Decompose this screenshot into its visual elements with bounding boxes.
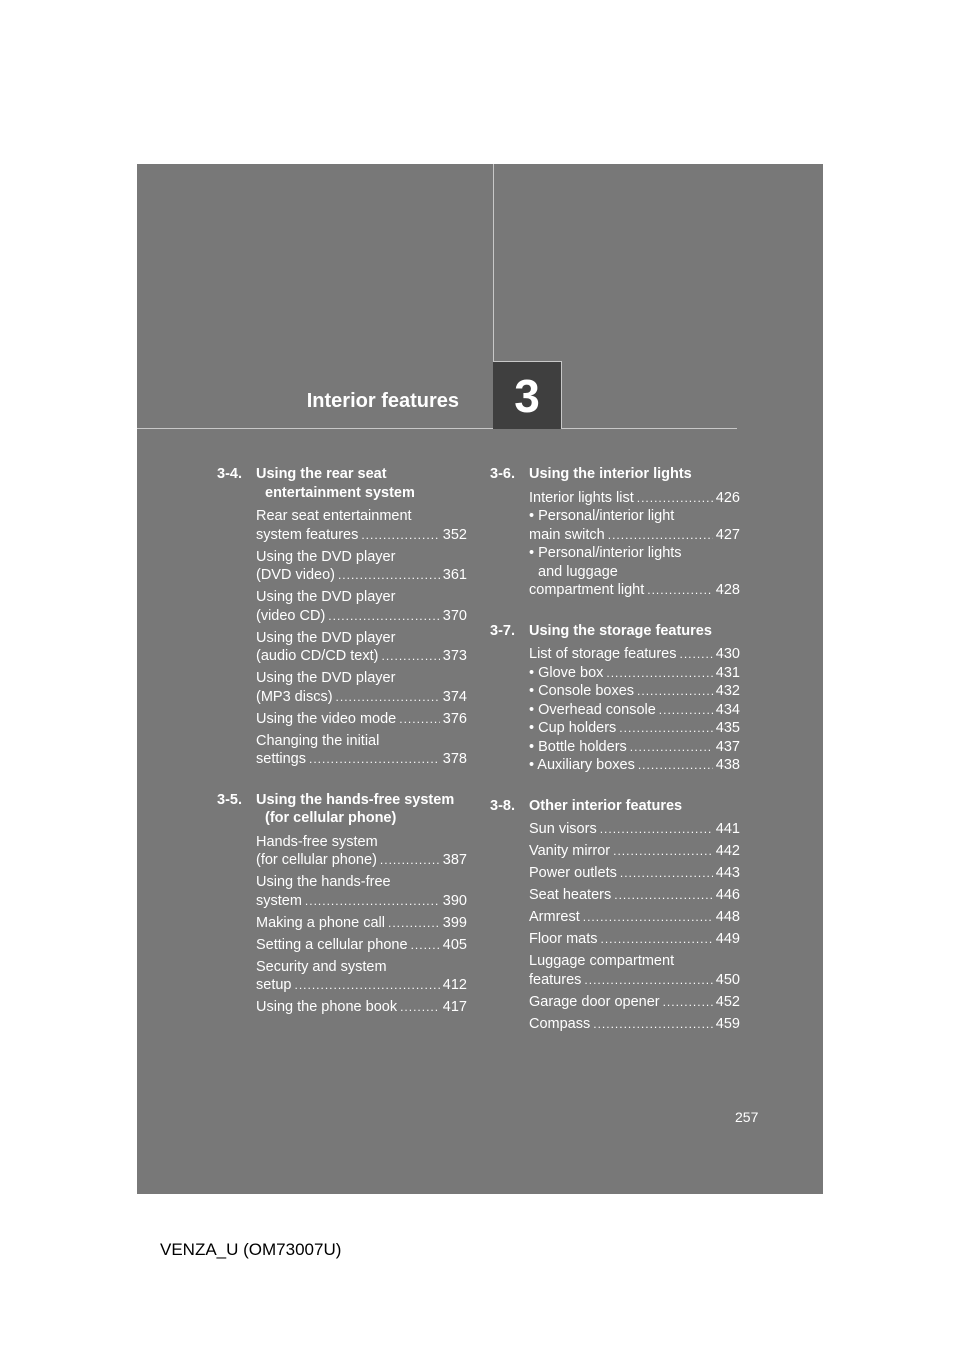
entry-row <box>256 647 467 666</box>
entry-row <box>256 998 467 1017</box>
chapter-number: 3 <box>514 369 540 422</box>
section-entries <box>217 507 467 769</box>
entry-label: Setting a cellular phone <box>256 936 408 953</box>
entry-label: Rear seat entertainment <box>256 508 412 524</box>
entry-row <box>529 842 740 861</box>
entry-label: compartment light <box>529 582 645 598</box>
entry-page-number: 376 <box>442 710 467 727</box>
entry-label: List of storage features <box>529 646 677 662</box>
section-title: Other interior features <box>529 797 683 814</box>
entry-page-number: 428 <box>715 582 740 598</box>
section-title: Using the rear seat <box>256 466 387 482</box>
section-entries <box>217 833 467 1017</box>
entry-row <box>529 993 740 1012</box>
entry-page-number: 417 <box>442 999 467 1015</box>
toc-entry[interactable] <box>256 914 467 933</box>
entry-row <box>256 710 467 729</box>
section-title: Using the storage features <box>529 622 712 639</box>
section-title: (for cellular phone) <box>265 810 397 826</box>
dot-leader <box>381 647 439 666</box>
entry-page-number: 412 <box>442 977 467 993</box>
entry-row <box>529 886 740 905</box>
entry-label: Using the hands-free <box>256 874 391 890</box>
entry-label: Using the DVD player <box>256 670 396 686</box>
entry-label: Changing the initial <box>256 732 380 749</box>
section-entries <box>490 820 740 1033</box>
entry-page-number: 399 <box>442 914 467 931</box>
entry-page-number: 390 <box>442 892 467 909</box>
entry-page-number: 373 <box>442 648 467 664</box>
toc-section <box>490 622 740 775</box>
toc-left-column <box>217 465 467 1039</box>
toc-section <box>490 465 740 600</box>
entry-row <box>529 864 740 883</box>
dot-leader <box>630 738 713 757</box>
entry-row <box>529 820 740 839</box>
entry-label: features <box>529 971 582 988</box>
toc-entry[interactable] <box>256 669 467 706</box>
entry-label: (for cellular phone) <box>256 852 377 868</box>
entry-page-number: 427 <box>715 526 740 543</box>
entry-label: (audio CD/CD text) <box>256 648 379 664</box>
entry-label: Using the DVD player <box>256 548 396 565</box>
entry-row <box>256 936 467 955</box>
entry-row <box>256 607 467 626</box>
entry-page-number: 441 <box>715 821 740 837</box>
section-number: 3-5. <box>217 791 242 808</box>
entry-label: settings <box>256 751 306 767</box>
entry-page-number: 426 <box>715 489 740 506</box>
toc-entry[interactable] <box>529 664 740 683</box>
toc-entry[interactable] <box>529 756 740 775</box>
toc-entry[interactable] <box>529 842 740 861</box>
entry-label: • Auxiliary boxes <box>529 757 635 773</box>
toc-entry[interactable] <box>256 873 467 910</box>
entry-label: setup <box>256 977 292 993</box>
entry-label: • Glove box <box>529 664 604 681</box>
section-entries <box>490 489 740 600</box>
vertical-divider <box>493 164 494 361</box>
entry-label: • Personal/interior lights <box>529 545 682 561</box>
toc-entry[interactable] <box>256 833 467 870</box>
entry-label: Making a phone call <box>256 914 385 931</box>
entry-page-number: 378 <box>442 751 467 767</box>
toc-entry[interactable] <box>529 993 740 1012</box>
document-footer: VENZA_U (OM73007U) <box>160 1240 342 1259</box>
horizontal-divider <box>137 428 737 429</box>
entry-row <box>529 738 740 757</box>
toc-entry[interactable] <box>256 629 467 666</box>
dot-leader <box>336 688 440 707</box>
entry-label: Using the phone book <box>256 999 398 1015</box>
dot-leader <box>620 864 713 883</box>
section-number: 3-8. <box>490 797 515 814</box>
entry-label: Compass <box>529 1015 591 1032</box>
toc-entry[interactable] <box>529 507 740 544</box>
entry-label: Sun visors <box>529 821 597 837</box>
toc-entry[interactable] <box>529 701 740 720</box>
entry-page-number: 370 <box>442 607 467 624</box>
section-heading <box>490 465 740 484</box>
section-entries <box>490 645 740 775</box>
entry-row <box>529 701 740 720</box>
entry-label: Power outlets <box>529 865 617 881</box>
dot-leader <box>338 566 440 585</box>
entry-label: Using the DVD player <box>256 589 396 605</box>
entry-page-number: 459 <box>715 1015 740 1032</box>
entry-row <box>256 914 467 933</box>
toc-entry[interactable] <box>256 710 467 729</box>
entry-label: Vanity mirror <box>529 843 611 859</box>
entry-row <box>529 581 740 600</box>
dot-leader <box>608 526 713 545</box>
entry-page-number: 443 <box>715 865 740 881</box>
dot-leader <box>647 581 713 600</box>
toc-entry[interactable] <box>256 998 467 1017</box>
page-number: 257 <box>735 1109 759 1125</box>
section-number: 3-6. <box>490 466 515 482</box>
entry-row <box>256 976 467 995</box>
toc-entry[interactable] <box>529 544 740 600</box>
entry-label: Interior lights list <box>529 489 634 506</box>
entry-label: and luggage <box>538 563 618 580</box>
entry-label: Using the video mode <box>256 710 397 727</box>
entry-label: • Console boxes <box>529 683 635 699</box>
entry-row <box>256 688 467 707</box>
toc-entry[interactable] <box>529 738 740 757</box>
page-panel <box>137 164 823 1194</box>
toc-entry[interactable] <box>256 548 467 585</box>
dot-leader <box>614 886 713 905</box>
chapter-title: Interior features <box>306 390 459 412</box>
entry-row <box>529 719 740 738</box>
entry-label: (DVD video) <box>256 567 335 583</box>
dot-leader <box>637 682 713 701</box>
section-number: 3-7. <box>490 622 515 639</box>
entry-page-number: 432 <box>715 683 740 699</box>
entry-page-number: 448 <box>715 909 740 925</box>
entry-row <box>529 1015 740 1034</box>
toc-entry[interactable] <box>529 1015 740 1034</box>
section-title: entertainment system <box>265 484 415 501</box>
dot-leader <box>584 971 712 990</box>
entry-label: Luggage compartment <box>529 953 675 969</box>
entry-row <box>529 526 740 545</box>
entry-page-number: 434 <box>715 701 740 718</box>
section-number: 3-4. <box>217 466 242 482</box>
dot-leader <box>583 908 713 927</box>
toc-entry[interactable] <box>529 952 740 989</box>
toc-entry[interactable] <box>529 719 740 738</box>
entry-page-number: 352 <box>442 526 467 543</box>
toc-entry[interactable] <box>529 886 740 905</box>
toc-entry[interactable] <box>529 820 740 839</box>
entry-row <box>529 756 740 775</box>
entry-row <box>529 682 740 701</box>
toc-section <box>490 797 740 1034</box>
entry-row <box>529 908 740 927</box>
entry-label: Seat heaters <box>529 887 612 903</box>
entry-row <box>529 930 740 949</box>
section-heading <box>217 791 467 828</box>
entry-label: Armrest <box>529 909 580 925</box>
dot-leader <box>400 998 440 1017</box>
entry-label: system features <box>256 526 359 543</box>
dot-leader <box>637 489 713 508</box>
entry-row <box>256 526 467 545</box>
dot-leader <box>613 842 713 861</box>
dot-leader <box>309 750 440 769</box>
dot-leader <box>663 993 713 1012</box>
entry-label: Floor mats <box>529 931 598 947</box>
dot-leader <box>294 976 439 995</box>
entry-page-number: 446 <box>715 887 740 903</box>
entry-label: system <box>256 892 302 909</box>
toc-right-column <box>490 465 740 1055</box>
toc-entry[interactable] <box>529 489 740 508</box>
entry-page-number: 442 <box>715 843 740 859</box>
dot-leader <box>328 607 440 626</box>
entry-row <box>529 971 740 990</box>
toc-entry[interactable] <box>256 507 467 544</box>
entry-page-number: 361 <box>442 567 467 583</box>
toc-entry[interactable] <box>256 732 467 769</box>
dot-leader <box>601 930 713 949</box>
dot-leader <box>659 701 713 720</box>
toc-entry[interactable] <box>529 930 740 949</box>
dot-leader <box>411 936 440 955</box>
entry-label: Using the DVD player <box>256 629 396 646</box>
entry-label: (video CD) <box>256 607 326 624</box>
section-heading <box>217 465 467 502</box>
dot-leader <box>680 645 713 664</box>
entry-row <box>256 750 467 769</box>
entry-label: Garage door opener <box>529 993 660 1010</box>
dot-leader <box>600 820 713 839</box>
entry-label: • Cup holders <box>529 720 617 736</box>
entry-row <box>529 489 740 508</box>
toc-section <box>217 791 467 1017</box>
entry-row <box>256 566 467 585</box>
entry-page-number: 374 <box>442 688 467 705</box>
entry-page-number: 387 <box>442 852 467 868</box>
toc-entry[interactable] <box>529 645 740 664</box>
dot-leader <box>361 526 439 545</box>
entry-label: Security and system <box>256 958 387 975</box>
entry-row <box>256 892 467 911</box>
entry-row <box>529 645 740 664</box>
dot-leader <box>593 1015 713 1034</box>
toc-entry[interactable] <box>529 864 740 883</box>
entry-row <box>256 851 467 870</box>
dot-leader <box>399 710 440 729</box>
toc-entry[interactable] <box>256 936 467 955</box>
section-heading <box>490 797 740 816</box>
entry-label: Hands-free system <box>256 833 378 850</box>
entry-page-number: 431 <box>715 664 740 681</box>
toc-section <box>217 465 467 769</box>
dot-leader <box>305 892 440 911</box>
entry-page-number: 438 <box>715 757 740 773</box>
toc-entry[interactable] <box>529 908 740 927</box>
entry-page-number: 450 <box>715 971 740 988</box>
entry-page-number: 437 <box>715 738 740 755</box>
entry-page-number: 435 <box>715 720 740 736</box>
dot-leader <box>619 719 713 738</box>
section-title: Using the interior lights <box>529 466 692 482</box>
section-heading <box>490 622 740 641</box>
dot-leader <box>380 851 440 870</box>
toc-entry[interactable] <box>529 682 740 701</box>
toc-entry[interactable] <box>256 958 467 995</box>
entry-page-number: 405 <box>442 936 467 953</box>
entry-page-number: 452 <box>715 993 740 1010</box>
entry-label: main switch <box>529 526 605 543</box>
entry-page-number: 449 <box>715 931 740 947</box>
entry-row <box>529 664 740 683</box>
dot-leader <box>606 664 712 683</box>
entry-label: • Personal/interior light <box>529 508 675 524</box>
toc-entry[interactable] <box>256 588 467 625</box>
section-title: Using the hands-free system <box>256 791 455 808</box>
dot-leader <box>388 914 440 933</box>
chapter-number-badge <box>493 361 562 429</box>
dot-leader <box>638 756 713 775</box>
entry-page-number: 430 <box>715 646 740 662</box>
entry-label: • Overhead console <box>529 701 656 718</box>
entry-label: (MP3 discs) <box>256 688 333 705</box>
entry-label: • Bottle holders <box>529 738 627 755</box>
